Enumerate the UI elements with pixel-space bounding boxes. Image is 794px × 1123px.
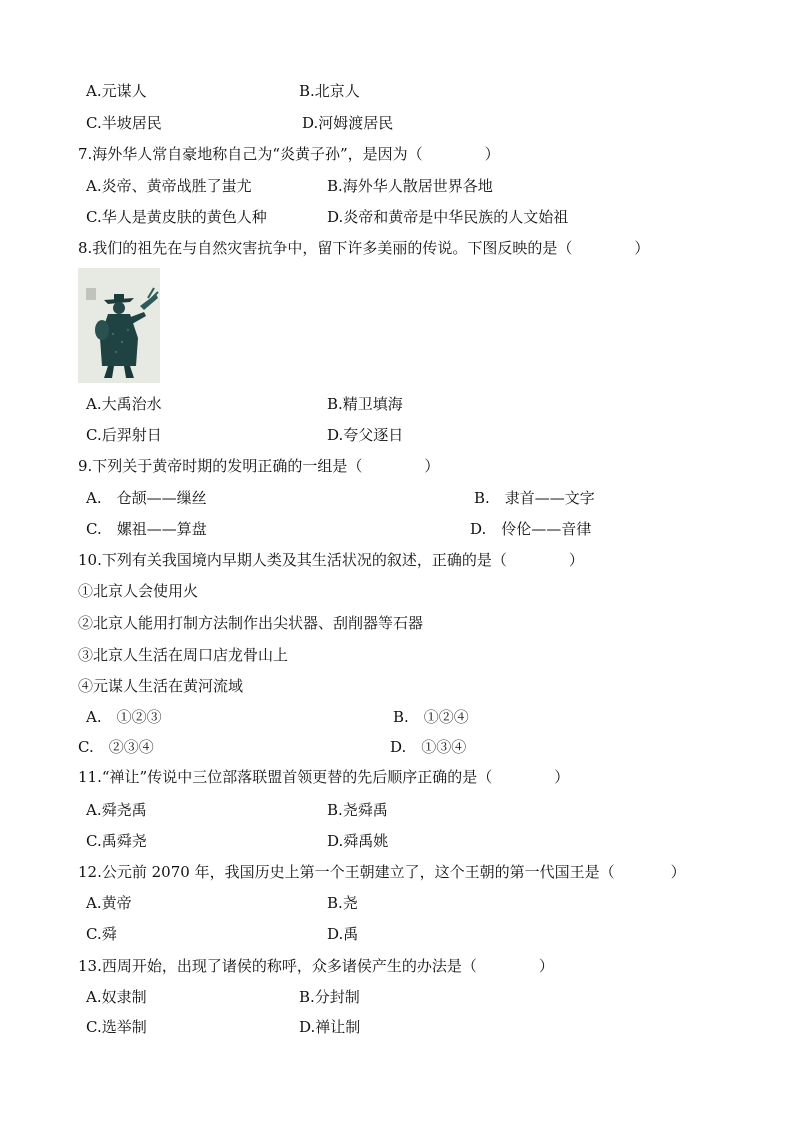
q11-option-b: B.尧舜禹 bbox=[327, 801, 388, 819]
figure-illustration bbox=[78, 268, 160, 383]
q13-option-a: A.奴隶制 bbox=[86, 988, 147, 1006]
q11-stem-close: ） bbox=[554, 768, 570, 786]
q10-stem bbox=[78, 550, 584, 570]
q7-option-c: C.华人是黄皮肤的黄色人种 bbox=[86, 208, 267, 226]
q7-option-b: B.海外华人散居世界各地 bbox=[327, 177, 493, 195]
q9-option-a: A. 仓颉——缫丝 bbox=[86, 489, 207, 507]
q13-option-d: D.禅让制 bbox=[299, 1018, 361, 1036]
q13-stem-text: 13.西周开始，出现了诸侯的称呼，众多诸侯产生的办法是（ bbox=[78, 957, 477, 975]
q8-option-c: C.后羿射日 bbox=[86, 426, 162, 444]
q11-option-d: D.舜禹姚 bbox=[327, 832, 389, 850]
q8-stem bbox=[78, 238, 649, 258]
q6-option-c: C.半坡居民 bbox=[86, 114, 162, 132]
q8-option-a: A.大禹治水 bbox=[86, 395, 162, 413]
legend-figure-image bbox=[78, 268, 160, 383]
q7-stem-close: ） bbox=[484, 145, 500, 163]
q8-option-d: D.夸父逐日 bbox=[327, 426, 404, 444]
q12-stem-close: ） bbox=[670, 863, 686, 881]
q9-option-b: B. 隶首——文字 bbox=[474, 489, 595, 507]
q12-option-a: A.黄帝 bbox=[86, 894, 132, 912]
q10-option-a: A. ①②③ bbox=[86, 708, 162, 726]
q10-option-c: C. ②③④ bbox=[78, 738, 154, 756]
q8-stem-close: ） bbox=[634, 239, 650, 257]
q10-statement-1: ①北京人会使用火 bbox=[78, 582, 199, 600]
q10-statement-4: ④元谋人生活在黄河流域 bbox=[78, 677, 244, 695]
q12-stem bbox=[78, 862, 686, 882]
q11-option-c: C.禹舜尧 bbox=[86, 832, 147, 850]
q12-option-b: B.尧 bbox=[327, 894, 358, 912]
q7-option-d: D.炎帝和黄帝是中华民族的人文始祖 bbox=[327, 208, 569, 226]
q10-statement-2: ②北京人能用打制方法制作出尖状器、刮削器等石器 bbox=[78, 614, 424, 632]
q10-stem-close: ） bbox=[568, 551, 584, 569]
q13-option-c: C.选举制 bbox=[86, 1018, 147, 1036]
q7-option-a: A.炎帝、黄帝战胜了蚩尤 bbox=[86, 177, 252, 195]
q13-stem bbox=[78, 956, 554, 976]
q11-stem-text: 11.“禅让”传说中三位部落联盟首领更替的先后顺序正确的是（ bbox=[78, 768, 493, 786]
q6-option-a: A.元谋人 bbox=[86, 82, 147, 100]
q10-statement-3: ③北京人生活在周口店龙骨山上 bbox=[78, 646, 289, 664]
q7-stem bbox=[78, 144, 500, 164]
q9-stem bbox=[78, 456, 439, 476]
q13-stem-close: ） bbox=[538, 957, 554, 975]
q6-option-d: D.河姆渡居民 bbox=[302, 114, 394, 132]
q12-stem-text: 12.公元前 2070 年，我国历史上第一个王朝建立了，这个王朝的第一代国王是（ bbox=[78, 863, 615, 881]
q10-option-b: B. ①②④ bbox=[393, 708, 469, 726]
q6-option-b: B.北京人 bbox=[299, 82, 360, 100]
q10-stem-text: 10.下列有关我国境内早期人类及其生活状况的叙述，正确的是（ bbox=[78, 551, 507, 569]
q13-option-b: B.分封制 bbox=[299, 988, 360, 1006]
q9-option-d: D. 伶伦——音律 bbox=[470, 520, 592, 538]
q8-stem-text: 8.我们的祖先在与自然灾害抗争中，留下许多美丽的传说。下图反映的是（ bbox=[78, 239, 573, 257]
q11-stem bbox=[78, 767, 569, 787]
q7-stem-text: 7.海外华人常自豪地称自己为“炎黄子孙”，是因为（ bbox=[78, 145, 423, 163]
q9-stem-close: ） bbox=[424, 457, 440, 475]
q8-option-b: B.精卫填海 bbox=[327, 395, 403, 413]
q9-stem-text: 9.下列关于黄帝时期的发明正确的一组是（ bbox=[78, 457, 363, 475]
q9-option-c: C. 嫘祖——算盘 bbox=[86, 520, 207, 538]
q10-option-d: D. ①③④ bbox=[390, 738, 467, 756]
q12-option-d: D.禹 bbox=[327, 925, 359, 943]
q12-option-c: C.舜 bbox=[86, 925, 117, 943]
q11-option-a: A.舜尧禹 bbox=[86, 801, 147, 819]
